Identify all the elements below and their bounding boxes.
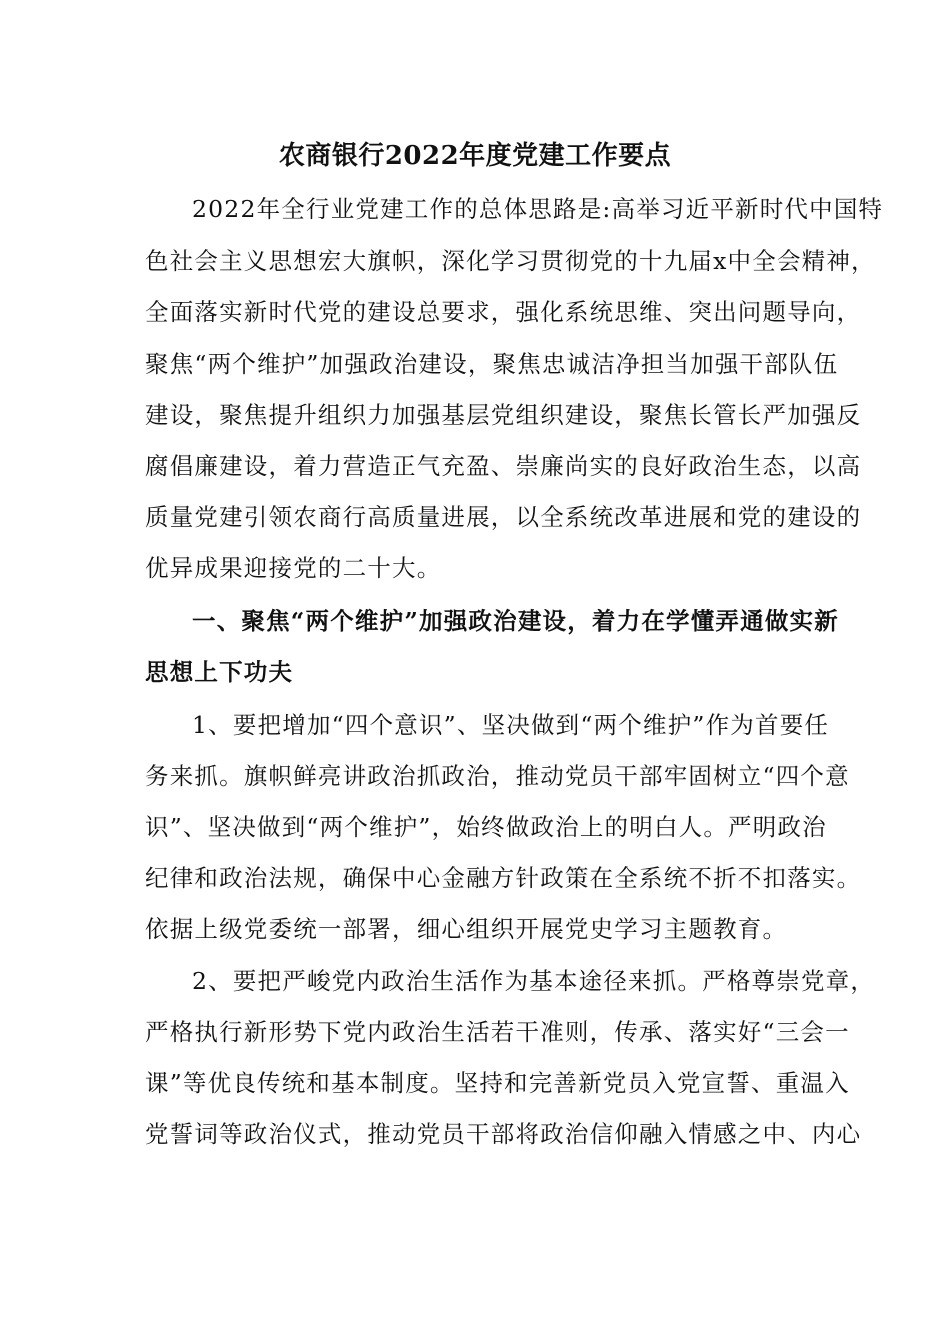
intro-line-1: 2022年全行业党建工作的总体思路是:高举习近平新时代中国特 <box>192 195 884 223</box>
intro-line-5: 建设，聚焦提升组织力加强基层党组织建设，聚焦长管长严加强反 <box>145 401 862 429</box>
intro-line-2: 色社会主义思想宏大旗帜，深化学习贯彻党的十九届x中全会精神， <box>145 247 876 275</box>
intro-line-3: 全面落实新时代党的建设总要求，强化系统思维、突出问题导向， <box>145 298 862 326</box>
intro-line-4: 聚焦“两个维护”加强政治建设，聚焦忠诚洁净担当加强干部队伍 <box>145 350 839 378</box>
item2-line-3: 课”等优良传统和基本制度。坚持和完善新党员入党宣誓、重温入 <box>145 1069 850 1097</box>
item2-line-2: 严格执行新形势下党内政治生活若干准则，传承、落实好“三会一 <box>145 1018 850 1046</box>
document-title: 农商银行2022年度党建工作要点 <box>278 141 672 171</box>
item2-line-4: 党誓词等政治仪式，推动党员干部将政治信仰融入情感之中、内心 <box>145 1120 862 1148</box>
item1-line-5: 依据上级党委统一部署，细心组织开展党史学习主题教育。 <box>145 915 788 943</box>
item1-line-1: 1、要把增加“四个意识”、坚决做到“两个维护”作为首要任 <box>192 711 830 739</box>
section-heading-line-2: 思想上下功夫 <box>145 658 294 686</box>
item1-line-4: 纪律和政治法规，确保中心金融方针政策在全系统不折不扣落实。 <box>145 864 862 892</box>
section-heading-line-1: 一、聚焦“两个维护”加强政治建设，着力在学懂弄通做实新 <box>192 607 839 635</box>
intro-line-6: 腐倡廉建设，着力营造正气充盈、崇廉尚实的良好政治生态，以高 <box>145 452 862 480</box>
item2-line-1: 2、要把严峻党内政治生活作为基本途径来抓。严格尊崇党章， <box>192 967 876 995</box>
intro-line-8: 优异成果迎接党的二十大。 <box>145 554 442 582</box>
item1-line-3: 识”、坚决做到“两个维护”，始终做政治上的明白人。严明政治 <box>145 813 827 841</box>
item1-line-2: 务来抓。旗帜鲜亮讲政治抓政治，推动党员干部牢固树立“四个意 <box>145 762 850 790</box>
intro-line-7: 质量党建引领农商行高质量进展，以全系统改革进展和党的建设的 <box>145 503 862 531</box>
